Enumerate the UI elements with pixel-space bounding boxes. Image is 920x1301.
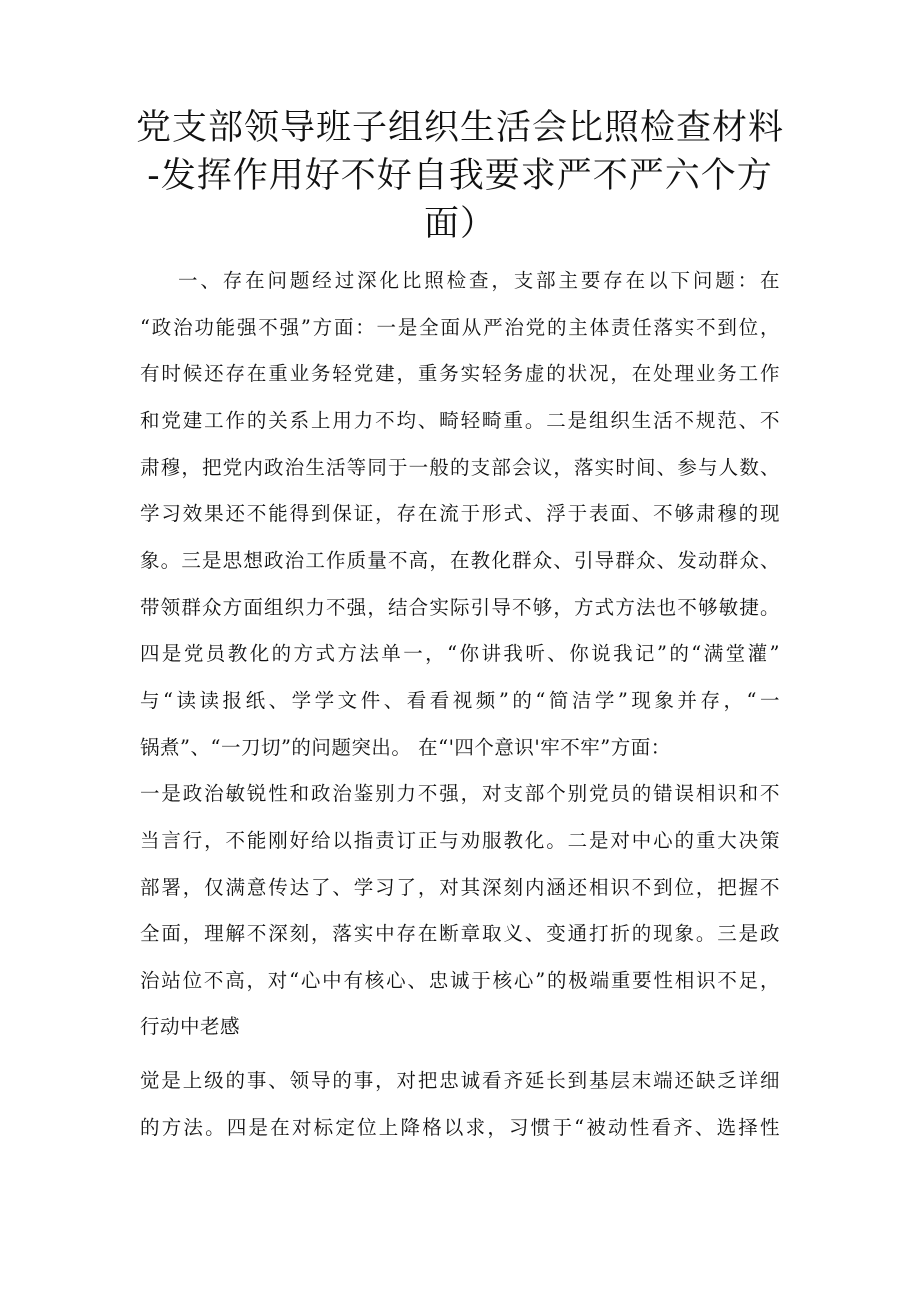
document-title-line-1: 党支部领导班子组织生活会比照检查材料: [135, 108, 784, 148]
body-line: 肃穆，把党内政治生活等同于一般的支部会议，落实时间、参与人数、: [140, 456, 780, 479]
body-line: 锅煮”、“一刀切”的问题突出。 在“'四个意识'牢不牢”方面：: [140, 736, 671, 759]
body-line: 全面，理解不深刻，落实中存在断章取义、变通打折的现象。三是政: [140, 922, 780, 945]
body-line: 带领群众方面组织力不强，结合实际引导不够，方式方法也不够敏捷。: [140, 596, 780, 619]
body-line: 与“读读报纸、学学文件、看看视频”的“简洁学”现象并存，“一: [140, 689, 780, 712]
body-line: 学习效果还不能得到保证，存在流于形式、浮于表面、不够肃穆的现: [140, 502, 780, 525]
body-line: 部署，仅满意传达了、学习了，对其深刻内涵还相识不到位，把握不: [140, 876, 780, 899]
body-line: 的方法。四是在对标定位上降格以求，习惯于“被动性看齐、选择性: [140, 1116, 780, 1139]
body-line: “政治功能强不强”方面：一是全面从严治党的主体责任落实不到位，: [140, 316, 780, 339]
body-line: 象。三是思想政治工作质量不高，在教化群众、引导群众、发动群众、: [140, 549, 780, 572]
body-line: 行动中老感: [140, 1015, 241, 1038]
body-line: 治站位不高，对“心中有核心、忠诚于核心”的极端重要性相识不足，: [140, 969, 780, 992]
document-title-line-3: 面）: [423, 204, 496, 244]
body-line: 有时候还存在重业务轻党建，重务实轻务虚的状况，在处理业务工作: [140, 362, 780, 385]
body-line: 一是政治敏锐性和政治鉴别力不强，对支部个别党员的错误相识和不: [140, 782, 780, 805]
body-line: 和党建工作的关系上用力不均、畸轻畸重。二是组织生活不规范、不: [140, 409, 780, 432]
body-line: 当言行，不能刚好给以指责订正与劝服教化。二是对中心的重大决策: [140, 829, 780, 852]
document-title-line-2: -发挥作用好不好自我要求严不严六个方: [147, 156, 773, 196]
body-line: 一、存在问题经过深化比照检查，支部主要存在以下问题：在: [178, 269, 780, 292]
body-line: 觉是上级的事、领导的事，对把忠诚看齐延长到基层末端还缺乏详细: [140, 1069, 780, 1092]
body-line: 四是党员教化的方式方法单一，“你讲我听、你说我记”的“满堂灌”: [140, 642, 780, 665]
